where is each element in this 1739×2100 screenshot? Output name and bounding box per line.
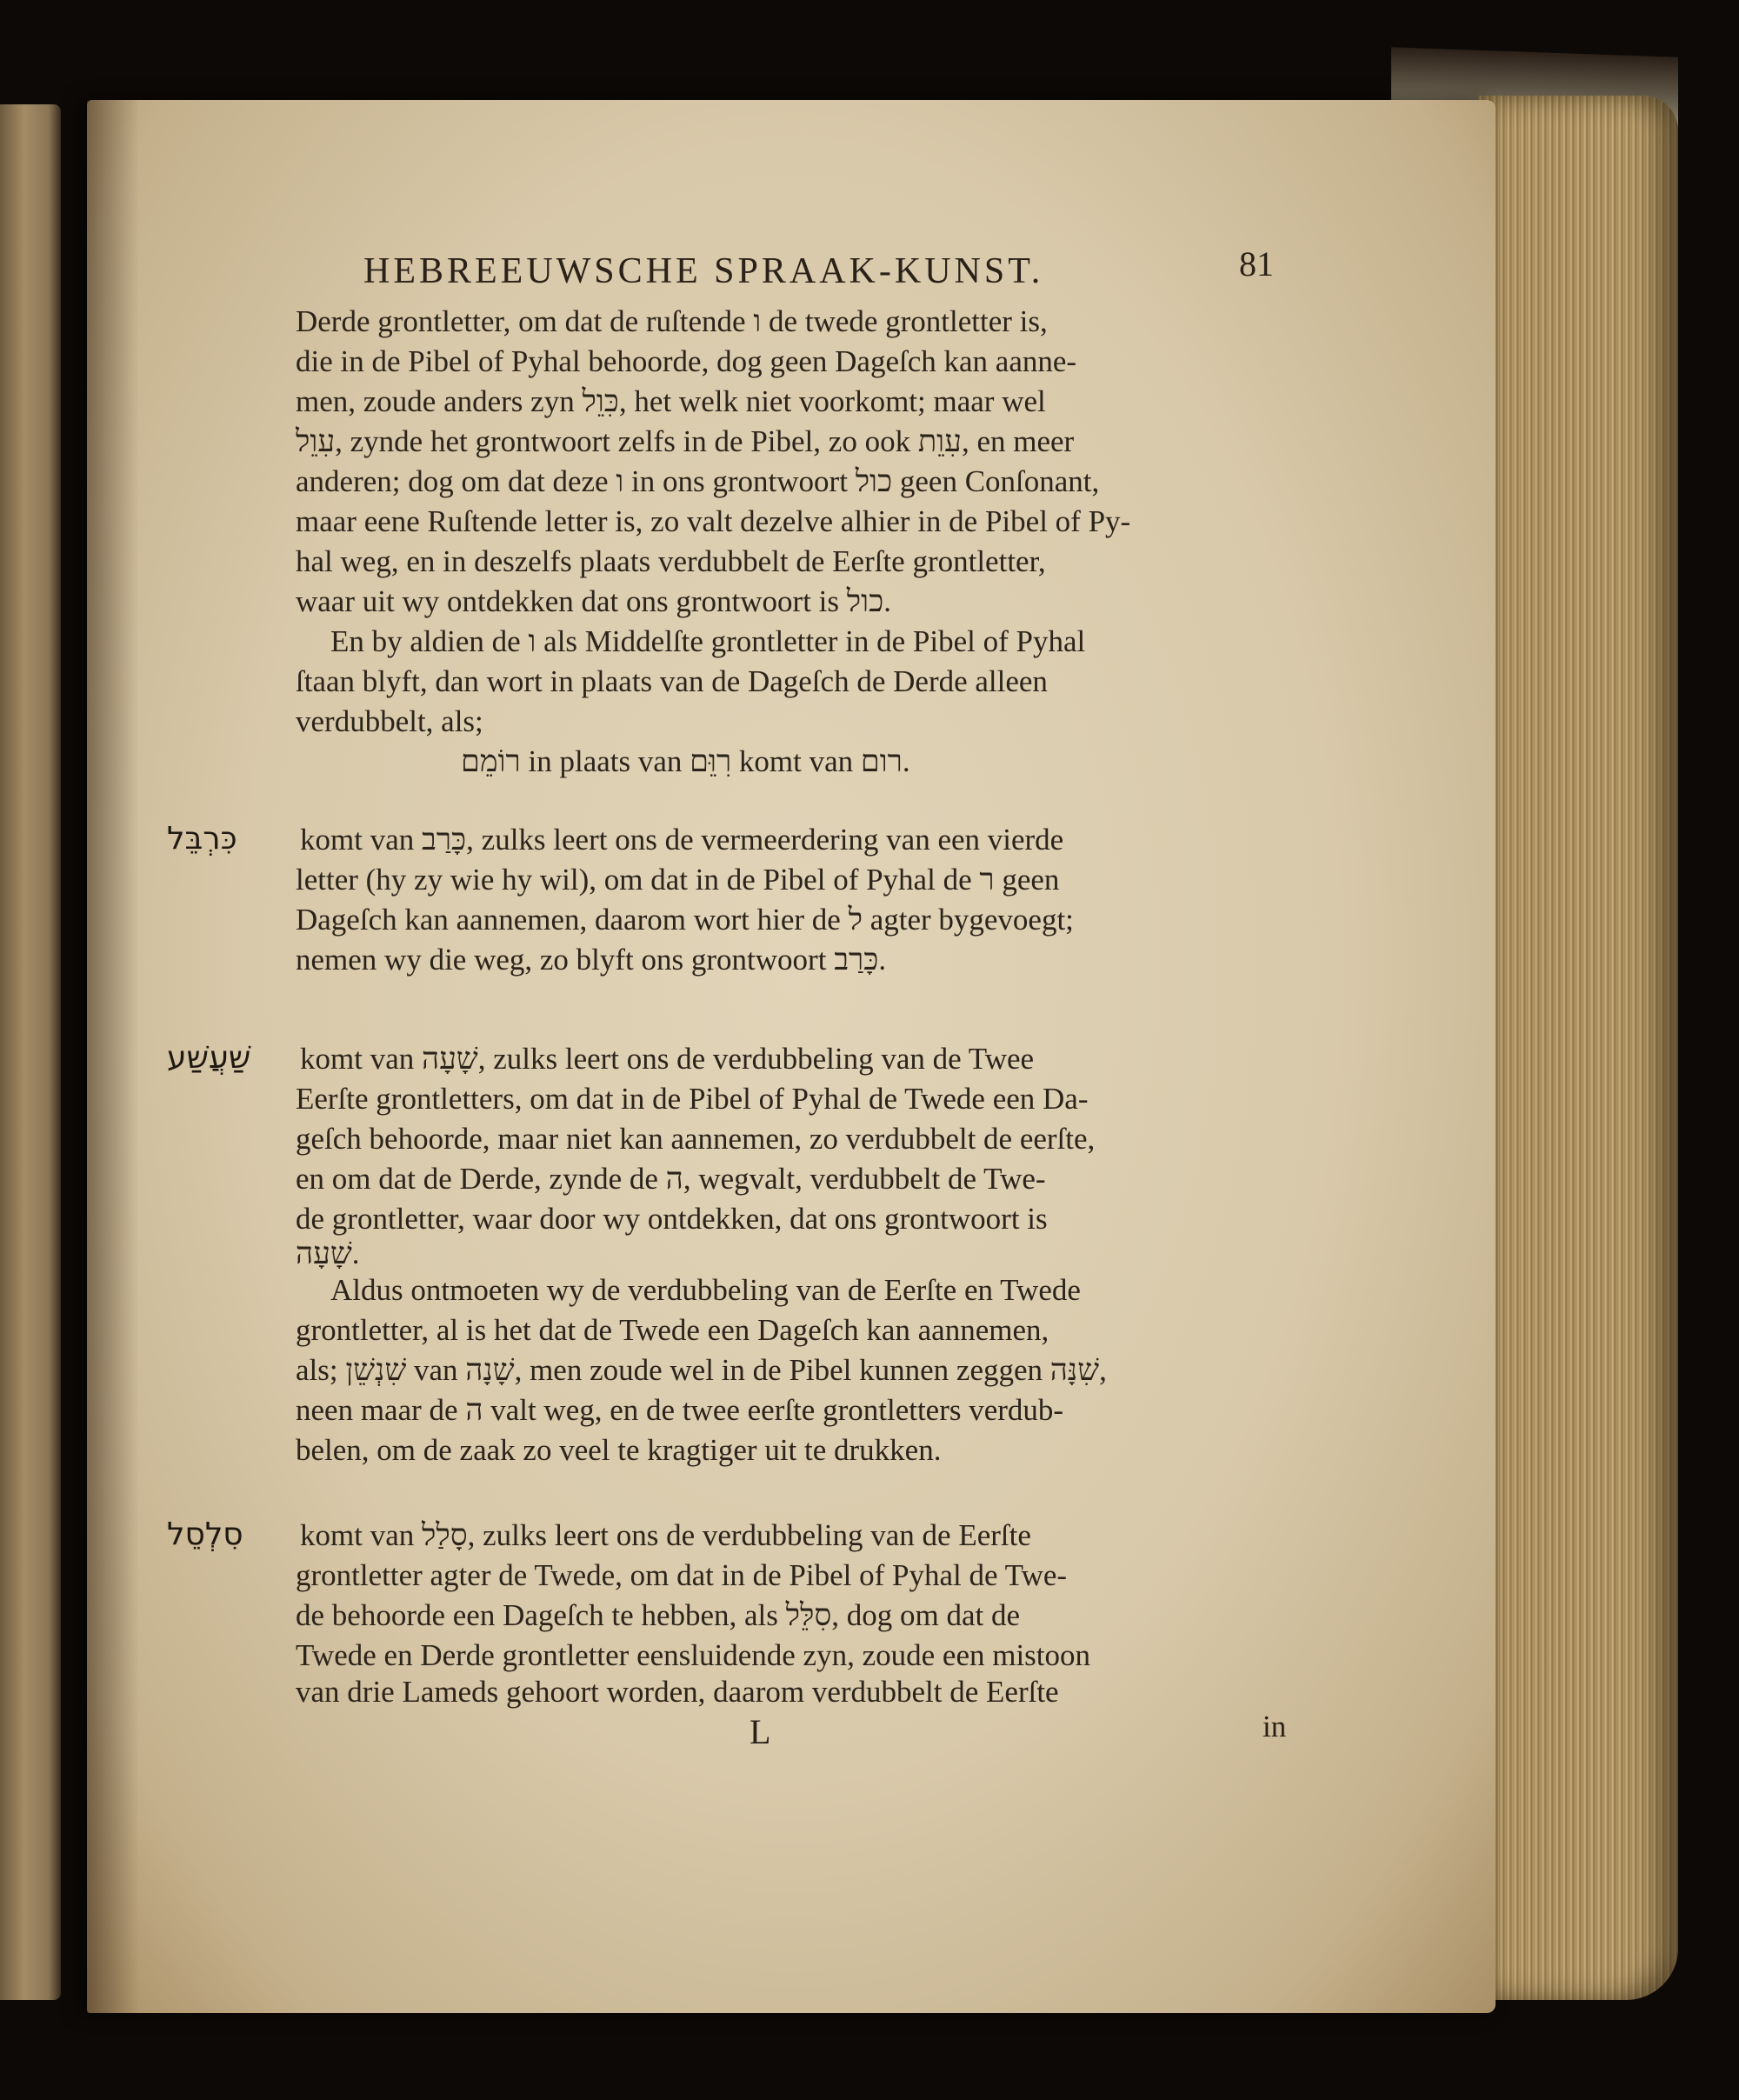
text-line: ſtaan blyft, dan wort in plaats van de Dageſch de Derde alleen (296, 664, 1048, 698)
text-line: als; שִׁנְשֵׁן van שָׁנָה, men zoude wel in de Pibel kunnen zeggen שִׁנָּה, (296, 1353, 1107, 1387)
text-line: verdubbelt, als; (296, 704, 483, 738)
text-line: Aldus ontmoeten wy de verdubbeling van de Eerſte en Twede (330, 1273, 1081, 1307)
text-line: men, zoude anders zyn כִּוֵל, het welk niet voorkomt; maar wel (296, 384, 1046, 418)
text-line: en om dat de Derde, zynde de ה, wegvalt, verdubbelt de Twe- (296, 1162, 1046, 1196)
running-head: HEBREEUWSCHE SPRAAK-KUNST. (363, 251, 1044, 291)
page-block-edges (1478, 96, 1678, 2000)
text-line: En by aldien de ו als Middelſte grontletter in de Pibel of Pyhal (330, 624, 1086, 658)
text-line: Eerſte grontletters, om dat in de Pibel of Pyhal de Twede een Da- (296, 1082, 1089, 1116)
text-line: שָׁעָה. (296, 1237, 360, 1270)
text-line: de behoorde een Dageſch te hebben, als סִלֵּל, dog om dat de (296, 1598, 1021, 1632)
text-line: עִוֵל, zynde het grontwoort zelfs in de Pibel, zo ook עִוֵת, en meer (296, 424, 1075, 458)
text-line: die in de Pibel of Pyhal behoorde, dog geen Dageſch kan aanne- (296, 344, 1077, 378)
hebrew-entry-word: שַׁעֲשַׁע (167, 1040, 251, 1076)
text-line: neen maar de ה valt weg, en de twee eerſte grontletters verdub- (296, 1393, 1064, 1427)
text-line: Twede en Derde grontletter eensluidende zyn, zoude een mistoon (296, 1638, 1091, 1672)
text-line: maar eene Ruſtende letter is, zo valt dezelve alhier in de Pibel of Py- (296, 504, 1131, 538)
text-line: komt van כָּרַב, zulks leert ons de vermeerdering van een vierde (300, 823, 1064, 857)
text-line: nemen wy die weg, zo blyft ons grontwoort כָּרַב. (296, 943, 887, 977)
catchword: in (1263, 1710, 1287, 1743)
text-line: grontletter agter de Twede, om dat in de Pibel of Pyhal de Twe- (296, 1558, 1068, 1592)
text-line: Derde grontletter, om dat de ruſtende ו de twede grontletter is, (296, 304, 1048, 338)
text-line: anderen; dog om dat deze ו in ons grontwoort כול geen Conſonant, (296, 464, 1100, 498)
hebrew-entry-word: סִלְסֵל (167, 1517, 243, 1552)
text-line: komt van שָׁעָה, zulks leert ons de verdubbeling van de Twee (300, 1042, 1035, 1076)
text-line: hal weg, en in deszelfs plaats verdubbelt de Eerſte grontletter, (296, 544, 1046, 578)
text-line: de grontletter, waar door wy ontdekken, dat ons grontwoort is (296, 1202, 1048, 1236)
gutter-shadow (87, 100, 139, 2013)
text-line: letter (hy zy wie hy wil), om dat in de Pibel of Pyhal de ר geen (296, 863, 1060, 897)
text-line: komt van סָלַל, zulks leert ons de verdubbeling van de Eerſte (300, 1518, 1031, 1552)
facing-page-edge (0, 104, 61, 2000)
example-line: רוֹמֵם in plaats van רִוֵּם komt van רום. (461, 744, 910, 778)
text-line: grontletter, al is het dat de Twede een Dageſch kan aannemen, (296, 1313, 1049, 1347)
signature-mark: L (750, 1712, 771, 1751)
text-line: van drie Lameds gehoort worden, daarom verdubbelt de Eerſte (296, 1675, 1059, 1709)
page-number: 81 (1239, 244, 1274, 283)
text-line: waar uit wy ontdekken dat ons grontwoort is כול. (296, 584, 891, 618)
hebrew-entry-word: כִּרְבֵּל (167, 821, 237, 857)
text-line: geſch behoorde, maar niet kan aannemen, zo verdubbelt de eerſte, (296, 1122, 1096, 1156)
text-line: Dageſch kan aannemen, daarom wort hier de ל agter bygevoegt; (296, 903, 1074, 937)
text-line: belen, om de zaak zo veel te kragtiger uit te drukken. (296, 1433, 942, 1467)
